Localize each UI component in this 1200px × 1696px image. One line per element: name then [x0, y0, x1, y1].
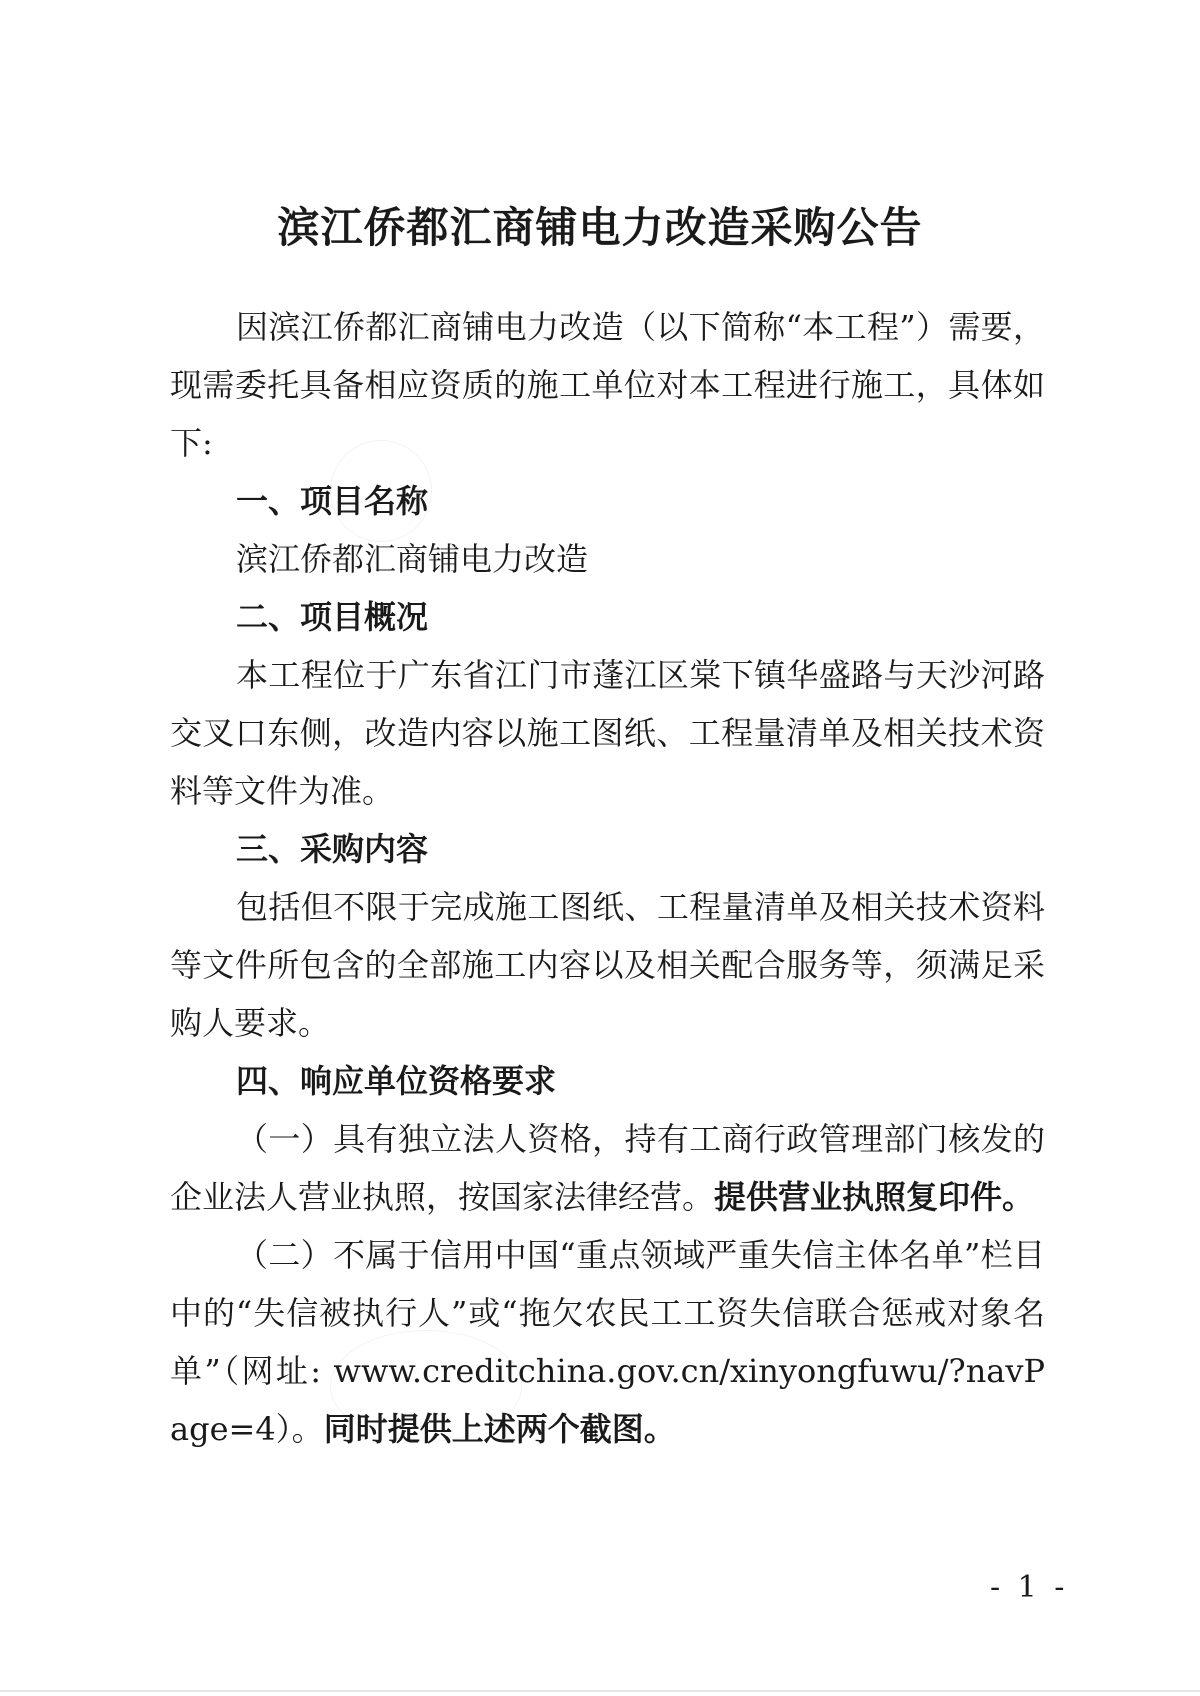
- document-title: 滨江侨都汇商铺电力改造采购公告: [277, 203, 923, 252]
- section-1-text: 滨江侨都汇商铺电力改造: [236, 540, 589, 578]
- intro-paragraph: 因滨江侨都汇商铺电力改造（以下简称“本工程”）需要，现需委托具备相应资质的施工单位对本工程进行施工，具体如下:: [170, 308, 1045, 462]
- page-number: - 1 -: [990, 1570, 1069, 1605]
- item-2-emphasis: 同时提供上述两个截图。: [323, 1410, 676, 1448]
- section-2-heading: 二、项目概况: [236, 598, 429, 636]
- section-3-text: 包括但不限于完成施工图纸、工程量清单及相关技术资料等文件所包含的全部施工内容以及相关配合服务等，须满足采购人要求。: [170, 888, 1045, 1042]
- item-2-text: （二）不属于信用中国“重点领域严重失信主体名单”栏目中的“失信被执行人”或“拖欠农民工工资失信联合惩戒对象名单”（网址: www.creditchina.gov.cn/xinyongfuwu/?navPage=4）。: [170, 1236, 1045, 1448]
- section-3-heading: 三、采购内容: [236, 830, 429, 868]
- item-1-text: （一）具有独立法人资格，持有工商行政管理部门核发的企业法人营业执照，按国家法律经营。: [170, 1120, 1045, 1216]
- document-body: [170, 298, 1045, 1458]
- scan-bottom-edge: [0, 1690, 1200, 1692]
- section-2-text: 本工程位于广东省江门市蓬江区棠下镇华盛路与天沙河路交叉口东侧，改造内容以施工图纸、工程量清单及相关技术资料等文件为准。: [170, 656, 1045, 810]
- section-4-heading: 四、响应单位资格要求: [236, 1062, 557, 1100]
- item-1-emphasis: 提供营业执照复印件。: [714, 1178, 1035, 1216]
- section-1-heading: 一、项目名称: [236, 482, 429, 520]
- section-4-item-2: [170, 1226, 1045, 1458]
- section-4-item-1: [170, 1110, 1045, 1226]
